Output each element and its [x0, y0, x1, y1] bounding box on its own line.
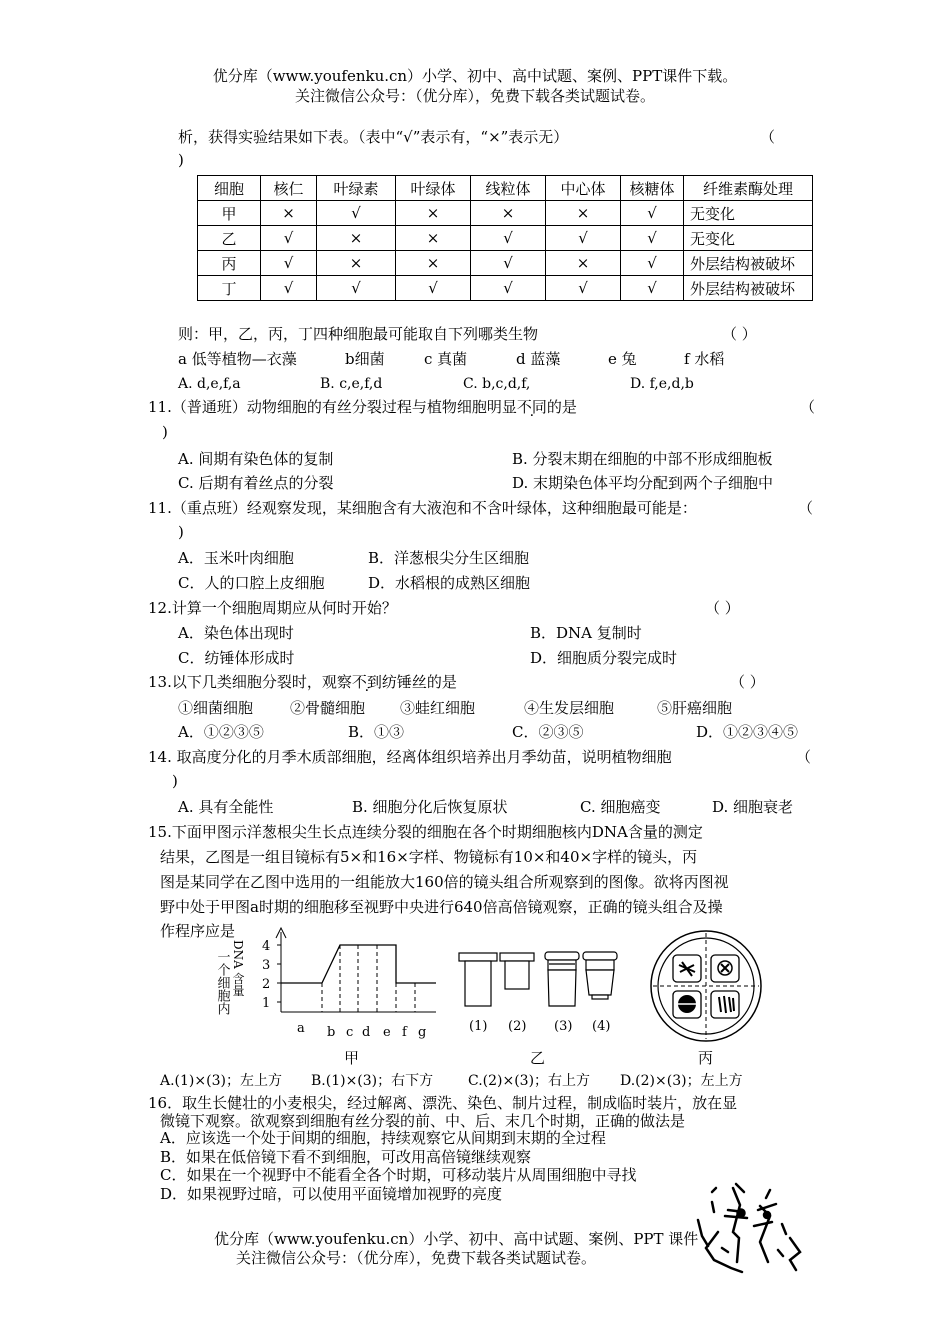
q15-option-b: B.(1)×(3)；右下方 — [311, 1073, 434, 1089]
q11a-bracket-close: ) — [162, 423, 168, 441]
q16-line1: 16．取生长健壮的小麦根尖，经过解离、漂洗、染色、制片过程，制成临时装片，放在显 — [148, 1094, 738, 1112]
table-cell: √ — [621, 276, 684, 301]
table-cell: 外层结构被破坏 — [684, 276, 813, 301]
q11b-option-c: C．人的口腔上皮细胞 — [178, 574, 325, 592]
q14-option-d: D. 细胞衰老 — [712, 798, 794, 816]
q14-bracket-open: （ — [796, 748, 812, 766]
table-cell: 丁 — [198, 276, 261, 301]
q10-intro: 析，获得实验结果如下表。（表中“√”表示有，“×”表示无） — [178, 128, 569, 146]
eyepiece-lens-2 — [500, 953, 534, 989]
q11a-bracket-open: （ — [800, 398, 816, 416]
chromosome-sketch — [698, 1184, 800, 1272]
q11b-option-d: D．水稻根的成熟区细胞 — [368, 574, 531, 592]
table-header-cell: 纤维素酶处理 — [684, 176, 813, 201]
table-cell: √ — [471, 276, 546, 301]
q11a-option-a: A. 间期有染色体的复制 — [178, 450, 334, 468]
q10-organism-a: a 低等植物—衣藻 — [178, 350, 297, 368]
table-cell: 无变化 — [684, 201, 813, 226]
q10-organism-c: c 真菌 — [424, 350, 468, 368]
q12-option-c: C．纺锤体形成时 — [178, 649, 295, 667]
objective-lens-4 — [583, 952, 617, 999]
q13-item-5: ⑤肝癌细胞 — [657, 699, 733, 717]
table-header-cell: 核仁 — [261, 176, 317, 201]
lens-label-3: (3) — [554, 1019, 573, 1034]
q14-stem: 14. 取高度分化的月季木质部细胞，经离体组织培养出月季幼苗，说明植物细胞 — [148, 748, 672, 766]
table-cell: √ — [621, 201, 684, 226]
q11b-stem: 11.（重点班）经观察发现，某细胞含有大液泡和不含叶绿体，这种细胞最可能是： — [148, 499, 697, 517]
page-footer-line1: 优分库（www.youfenku.cn）小学、初中、高中试题、案例、PPT 课件 — [214, 1230, 699, 1248]
q12-bracket: （ ） — [705, 599, 740, 617]
q13-stem-post: 纺锤丝的是 — [381, 673, 457, 691]
q11b-bracket-close: ) — [178, 523, 184, 541]
table-cell: × — [317, 226, 396, 251]
table-cell: × — [546, 251, 621, 276]
dna-content-line — [281, 945, 436, 983]
page-footer-line2: 关注微信公众号：（优分库），免费下载各类试题试卷。 — [236, 1249, 597, 1267]
q14-option-c: C. 细胞癌变 — [580, 798, 661, 816]
q16-option-d: D．如果视野过暗，可以使用平面镜增加视野的亮度 — [160, 1185, 503, 1203]
q13-item-1: ①细菌细胞 — [178, 699, 254, 717]
q10-organism-b: b细菌 — [345, 350, 385, 368]
table-cell: × — [396, 226, 471, 251]
table-cell: √ — [317, 276, 396, 301]
table-cell: 无变化 — [684, 226, 813, 251]
q15-line2: 结果，乙图是一组目镜标有5×和16×字样、物镜标有10×和40×字样的镜头，丙 — [160, 848, 698, 866]
q13-item-3: ③蛙红细胞 — [400, 699, 476, 717]
lens-label-2: (2) — [508, 1019, 527, 1034]
q13-option-b: B．①③ — [348, 723, 405, 741]
q10-option-d: D. f,e,d,b — [630, 376, 694, 392]
q14-option-a: A. 具有全能性 — [178, 798, 274, 816]
graph-ytick-1: 1 — [262, 996, 271, 1011]
q10-option-b: B. c,e,f,d — [320, 376, 383, 392]
graph-point-d: d — [362, 1025, 371, 1040]
graph-point-e: e — [383, 1025, 391, 1040]
lens-caption: 乙 — [530, 1049, 546, 1067]
table-cell: √ — [621, 251, 684, 276]
lens-label-4: (4) — [592, 1019, 611, 1034]
table-header-cell: 核糖体 — [621, 176, 684, 201]
table-cell: √ — [261, 276, 317, 301]
q12-option-d: D．细胞质分裂完成时 — [530, 649, 678, 667]
table-cell: 乙 — [198, 226, 261, 251]
graph-ylabel-left: 一个细胞内 — [214, 950, 230, 1015]
q14-option-b: B. 细胞分化后恢复原状 — [352, 798, 508, 816]
q11a-stem-post: 的是 — [546, 398, 577, 416]
table-cell: 外层结构被破坏 — [684, 251, 813, 276]
q10-question: 则：甲，乙，丙，丁四种细胞最可能取自下列哪类生物 — [178, 325, 539, 343]
graph-ytick-3: 3 — [262, 958, 271, 973]
q11b-option-a: A．玉米叶肉细胞 — [178, 549, 294, 567]
q11a-option-b: B. 分裂末期在细胞的中部不形成细胞板 — [512, 450, 773, 468]
table-cell: × — [317, 251, 396, 276]
q11a-stem-pre: 11.（普通班）动物细胞的有丝分裂过程与植物细胞明显 — [148, 398, 517, 416]
q15-option-a: A.(1)×(3)；左上方 — [160, 1073, 282, 1089]
q15-option-d: D.(2)×(3)；左上方 — [620, 1073, 743, 1089]
q10-answer-bracket: （ ） — [722, 325, 757, 343]
table-cell: × — [396, 251, 471, 276]
q10-bracket-open: （ — [760, 128, 776, 146]
table-cell: √ — [317, 201, 396, 226]
q13-bracket: （ ） — [730, 673, 765, 691]
q11a-option-d: D. 末期染色体平均分配到两个子细胞中 — [512, 474, 774, 492]
q10-organism-d: d 蓝藻 — [516, 350, 561, 368]
q13-option-a: A．①②③⑤ — [178, 723, 264, 741]
microscope-field — [651, 931, 761, 1067]
table-cell: × — [261, 201, 317, 226]
q10-option-c: C. b,c,d,f, — [463, 376, 531, 392]
graph-point-a: a — [297, 1021, 305, 1036]
table-cell: 甲 — [198, 201, 261, 226]
table-header-cell: 细胞 — [198, 176, 261, 201]
eyepiece-lens-1 — [459, 953, 497, 1006]
table-header-cell: 中心体 — [546, 176, 621, 201]
q12-stem: 12.计算一个细胞周期应从何时开始？ — [148, 599, 397, 617]
q15-line4: 野中处于甲图a时期的细胞移至视野中央进行640倍高倍镜观察，正确的镜头组合及操 — [160, 898, 723, 916]
table-cell: × — [396, 201, 471, 226]
q13-stem-emphasis: 不到 — [351, 673, 382, 691]
graph-point-f: f — [402, 1025, 407, 1040]
q10-option-a: A. d,e,f,a — [178, 376, 241, 392]
table-header-cell: 叶绿体 — [396, 176, 471, 201]
q10-bracket-close: ) — [178, 151, 184, 169]
q13-option-c: C．②③⑤ — [512, 723, 584, 741]
table-header-cell: 叶绿素 — [317, 176, 396, 201]
q14-bracket-close: ) — [172, 772, 178, 790]
q13-item-2: ②骨髓细胞 — [290, 699, 366, 717]
dna-content-graph — [215, 928, 437, 1067]
graph-ylabel-right: DNA 含量 — [231, 940, 245, 997]
q10-organism-e: e 兔 — [608, 350, 637, 368]
q10-organism-f: f 水稻 — [684, 350, 725, 368]
graph-point-g: g — [418, 1025, 427, 1040]
q15-line3: 图是某同学在乙图中选用的一组能放大160倍的镜头组合所观察到的图像。欲将丙图视 — [160, 873, 729, 891]
q15-line5: 作程序应是 — [160, 922, 236, 940]
table-cell: √ — [546, 226, 621, 251]
table-cell: × — [471, 201, 546, 226]
graph-ytick-2: 2 — [262, 977, 271, 992]
graph-ytick-4: 4 — [262, 939, 271, 954]
objective-lens-3 — [545, 952, 579, 1006]
q13-item-4: ④生发层细胞 — [524, 699, 615, 717]
q11a-option-c: C. 后期有着丝点的分裂 — [178, 474, 334, 492]
table-cell: √ — [396, 276, 471, 301]
q13-option-d: D．①②③④⑤ — [696, 723, 799, 741]
q13-stem-pre: 13.以下几类细胞分裂时，观察 — [148, 673, 352, 691]
q11a-stem-emphasis: 不同 — [516, 398, 547, 416]
table-cell: √ — [471, 226, 546, 251]
q11b-bracket-open: （ — [798, 499, 814, 517]
q11b-option-b: B．洋葱根尖分生区细胞 — [368, 549, 530, 567]
table-cell: √ — [261, 251, 317, 276]
q15-line1: 15.下面甲图示洋葱根尖生长点连续分裂的细胞在各个时期细胞核内DNA含量的测定 — [148, 823, 703, 841]
graph-point-c: c — [346, 1025, 354, 1040]
page-header-line2: 关注微信公众号：（优分库），免费下载各类试题试卷。 — [294, 87, 655, 105]
table-cell: √ — [261, 226, 317, 251]
lens-label-1: (1) — [469, 1019, 488, 1034]
q16-option-b: B．如果在低倍镜下看不到细胞，可改用高倍镜继续观察 — [160, 1148, 532, 1166]
table-cell: 丙 — [198, 251, 261, 276]
page-header-line1: 优分库（www.youfenku.cn）小学、初中、高中试题、案例、PPT课件下载。 — [212, 67, 738, 85]
table-header-cell: 线粒体 — [471, 176, 546, 201]
q16-option-c: C．如果在一个视野中不能看全各个时期，可移动装片从周围细胞中寻找 — [160, 1166, 637, 1184]
lens-set — [459, 952, 617, 1006]
table-cell: × — [546, 201, 621, 226]
graph-caption: 甲 — [344, 1049, 360, 1067]
q15-option-c: C.(2)×(3)；右上方 — [468, 1073, 591, 1089]
table-cell: √ — [621, 226, 684, 251]
q16-line2: 微镜下观察。欲观察到细胞有丝分裂的前、中、后、末几个时期，正确的做法是 — [160, 1112, 686, 1130]
table-cell: √ — [546, 276, 621, 301]
q12-option-a: A．染色体出现时 — [178, 624, 294, 642]
table-cell: √ — [471, 251, 546, 276]
graph-point-b: b — [327, 1025, 336, 1040]
q16-option-a: A．应该选一个处于间期的细胞，持续观察它从间期到末期的全过程 — [160, 1129, 606, 1147]
field-caption: 丙 — [698, 1049, 714, 1067]
q12-option-b: B．DNA 复制时 — [530, 624, 642, 642]
